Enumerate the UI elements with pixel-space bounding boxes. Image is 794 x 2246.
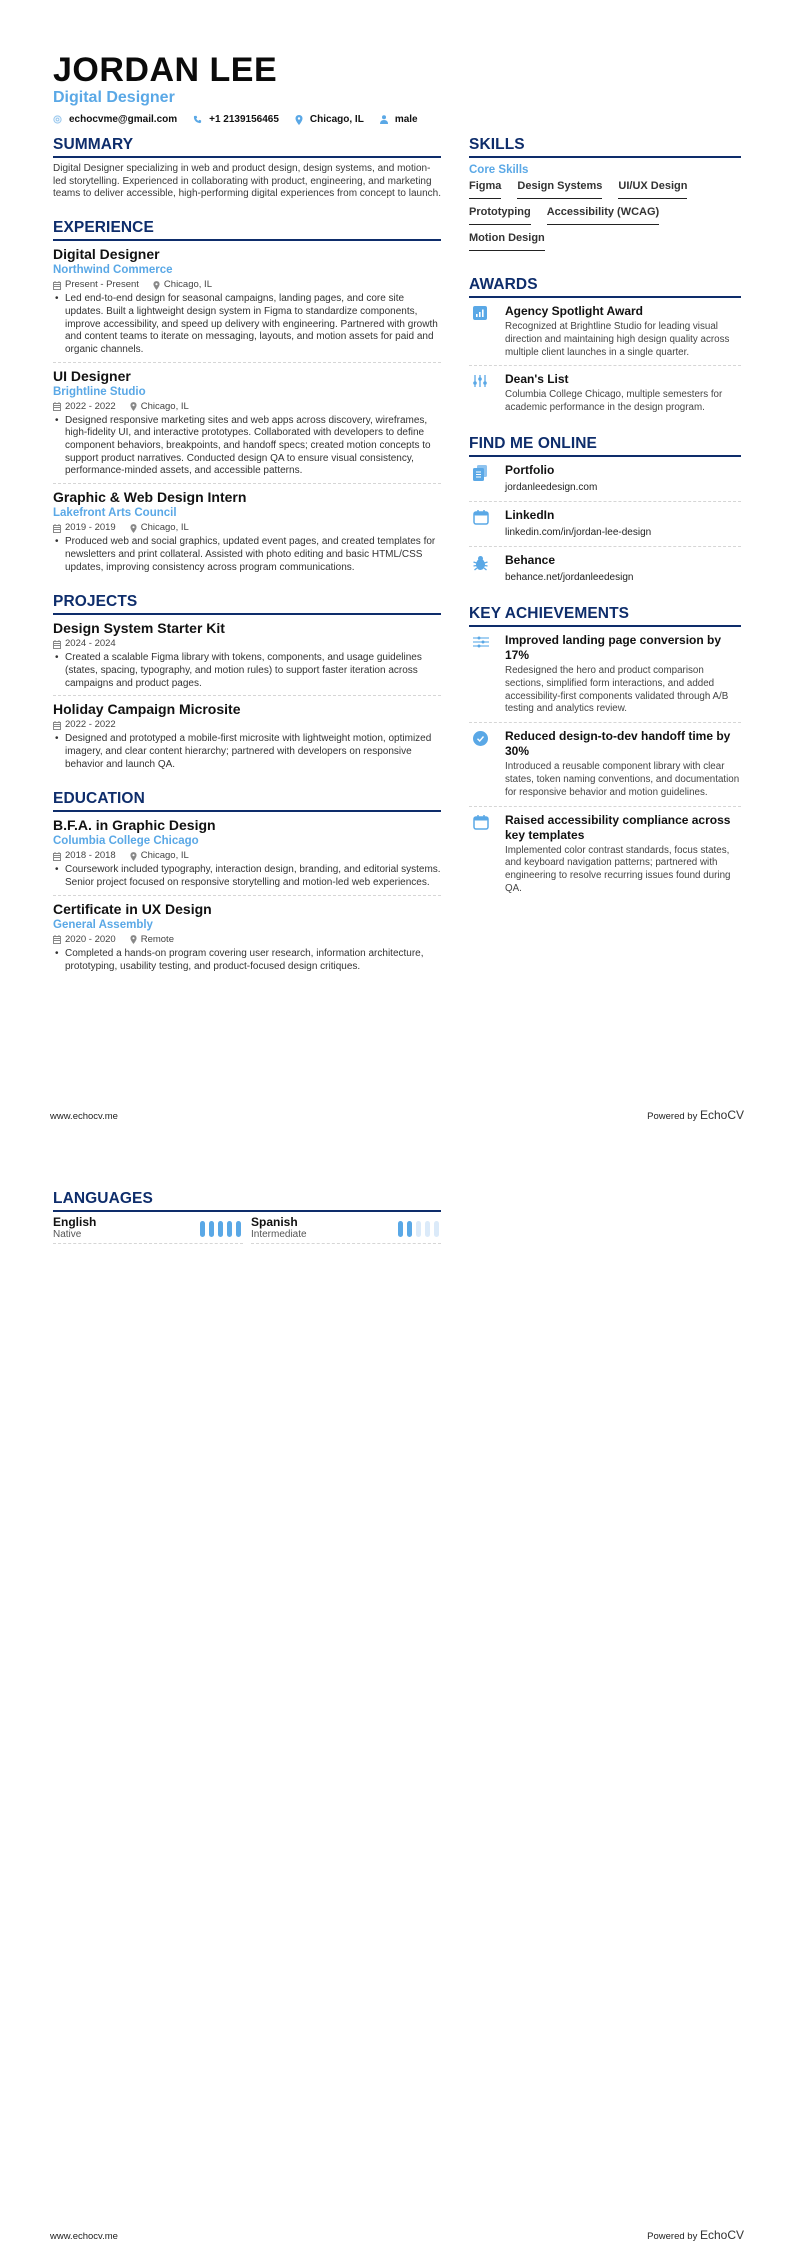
language-item [53, 1216, 243, 1244]
contact-row [53, 114, 434, 125]
location-pin-icon [153, 281, 160, 290]
entry-location: Chicago, IL [163, 279, 212, 291]
company-name: Brightline Studio [53, 385, 146, 398]
award-title: Agency Spotlight Award [505, 304, 644, 318]
company-name: Lakefront Arts Council [53, 507, 177, 520]
check-circle-icon [469, 729, 505, 799]
phone-text: +1 2139156465 [209, 114, 279, 125]
calendar-icon [53, 640, 61, 649]
awards-section [469, 276, 741, 421]
job-title: Graphic & Web Design Intern [53, 489, 247, 506]
location-pin-icon [130, 402, 137, 411]
calendar-icon [53, 935, 61, 944]
skills-heading: SKILLS [469, 136, 741, 158]
project-entry [53, 615, 441, 696]
summary-heading: SUMMARY [53, 136, 441, 158]
proficiency-bar [236, 1221, 241, 1237]
achievement-title: Raised accessibility compliance across key templates [505, 812, 731, 842]
experience-entry [53, 363, 441, 485]
achievement-title: Improved landing page conversion by 17% [505, 632, 722, 662]
candidate-title: Digital Designer [53, 89, 175, 106]
entry-location: Chicago, IL [140, 522, 189, 534]
entry-meta [53, 279, 441, 291]
behance-link[interactable]: behance.net/jordanleedesign [505, 571, 634, 583]
location-pin-icon [130, 524, 137, 533]
entry-meta [53, 401, 441, 413]
location-pin-icon [130, 852, 137, 861]
powered-by-text: Powered by [647, 2231, 700, 2242]
project-title: Holiday Campaign Microsite [53, 701, 241, 718]
entry-meta [53, 719, 441, 731]
online-title: Portfolio [505, 462, 555, 477]
experience-heading: EXPERIENCE [53, 219, 441, 241]
awards-heading: AWARDS [469, 276, 741, 298]
entry-location: Chicago, IL [140, 850, 189, 862]
linkedin-link[interactable]: linkedin.com/in/jordan-lee-design [505, 526, 652, 538]
entry-location: Chicago, IL [140, 400, 189, 412]
skill-tag: Prototyping [469, 206, 531, 225]
school-name: Columbia College Chicago [53, 835, 199, 848]
education-heading: EDUCATION [53, 790, 441, 812]
online-title: LinkedIn [505, 507, 555, 522]
portfolio-link[interactable]: jordanleedesign.com [505, 481, 598, 493]
award-desc: Recognized at Brightline Studio for leading visual direction and maintaining high design quality across multiple client launches in a single quarter. [505, 321, 730, 358]
achievement-item [469, 807, 741, 902]
award-item [469, 298, 741, 366]
entry-meta [53, 638, 441, 650]
entry-bullet: • Completed a hands-on program covering user research, information architecture, prototyping, usability testing, and product-focused design critiques. [53, 948, 441, 973]
achievements-heading: KEY ACHIEVEMENTS [469, 605, 741, 627]
online-item[interactable] [469, 502, 741, 547]
projects-heading: PROJECTS [53, 593, 441, 615]
education-entry [53, 896, 441, 978]
skill-tag: UI/UX Design [618, 180, 687, 199]
language-item [251, 1216, 441, 1244]
proficiency-bar [398, 1221, 403, 1237]
entry-dates: 2020 - 2020 [65, 933, 116, 945]
entry-meta [53, 934, 441, 946]
proficiency-bar [425, 1221, 430, 1237]
entry-dates: 2022 - 2022 [65, 719, 116, 731]
achievement-desc: Redesigned the hero and product comparison sections, simplified form interactions, and added accessibility-first components validated through A/B testing and analytics review. [505, 664, 729, 715]
achievement-item [469, 627, 741, 723]
online-item[interactable] [469, 547, 741, 591]
languages-row [53, 1216, 441, 1244]
footer-brand[interactable]: EchoCV [699, 1108, 744, 1122]
proficiency-bar [200, 1221, 205, 1237]
proficiency-bar [407, 1221, 412, 1237]
skill-tags [469, 180, 741, 258]
entry-bullet: • Coursework included typography, interaction design, branding, and editorial systems. Senior project focused on responsive storytelling and motion-led web experiences. [53, 864, 441, 889]
calendar-icon [469, 813, 505, 896]
location-pin-icon [130, 935, 137, 944]
candidate-name: JORDAN LEE [53, 51, 278, 89]
achievement-item [469, 723, 741, 806]
bug-icon [469, 553, 505, 585]
entry-bullet: • Created a scalable Figma library with tokens, components, and usage guidelines (states, spacing, typography, and motion rules) to support faster iteration across campaigns and product pages. [53, 652, 441, 690]
school-name: General Assembly [53, 918, 153, 931]
summary-section [53, 136, 441, 201]
proficiency-bar [227, 1221, 232, 1237]
documents-icon [469, 463, 505, 495]
entry-dates: 2018 - 2018 [65, 850, 116, 862]
at-icon [53, 115, 62, 124]
proficiency-bars [196, 1221, 241, 1237]
entry-location: Remote [140, 933, 174, 945]
location-text: Chicago, IL [309, 114, 364, 125]
sliders-icon [469, 372, 505, 415]
calendar-icon [53, 524, 61, 533]
email-text: echocvme@gmail.com [69, 114, 178, 125]
language-name: Spanish [251, 1215, 298, 1229]
bar-chart-icon [469, 304, 505, 359]
footer-website[interactable]: www.echocv.me [50, 2231, 118, 2242]
summary-text: Digital Designer specializing in web and product design, design systems, and motion-led storytelling. Experienced in collaborating with product, engineering, and marketing teams to deliver accessible, high-performing digital experiences from concept to launch. [53, 163, 441, 200]
projects-section [53, 593, 441, 776]
left-column [53, 136, 441, 992]
proficiency-bar [218, 1221, 223, 1237]
skill-tag: Motion Design [469, 232, 545, 251]
entry-bullet: • Designed and prototyped a mobile-first microsite with lightweight motion, optimized imagery, and clear content hierarchy; partnered with developers on responsive behavior and launch QA. [53, 733, 441, 771]
job-title: Digital Designer [53, 246, 160, 263]
award-title: Dean's List [505, 372, 569, 387]
gender-text: male [394, 114, 418, 125]
contact-phone[interactable] [193, 114, 279, 125]
page-footer [50, 1108, 744, 1122]
experience-entry [53, 484, 441, 579]
entry-dates: 2019 - 2019 [65, 522, 116, 534]
company-name: Northwind Commerce [53, 264, 173, 277]
degree-title: Certificate in UX Design [53, 900, 212, 917]
experience-entry [53, 241, 441, 363]
education-section [53, 790, 441, 978]
proficiency-bar [434, 1221, 439, 1237]
online-item[interactable] [469, 457, 741, 502]
languages-section [53, 1190, 441, 1244]
experience-section [53, 219, 441, 579]
skill-tag: Accessibility (WCAG) [547, 206, 659, 225]
sliders-horizontal-icon [469, 633, 505, 716]
entry-bullet: • Produced web and social graphics, updated event pages, and created templates for newsletters and print collateral. Assisted with photo editing and basic HTML/CSS updates, improving consistency across program communications. [53, 536, 441, 574]
award-item [469, 366, 741, 421]
skill-tag: Figma [469, 180, 501, 199]
calendar-icon [469, 508, 505, 540]
contact-location [295, 114, 364, 125]
contact-gender [380, 114, 418, 125]
project-title: Design System Starter Kit [53, 620, 225, 637]
language-name: English [53, 1215, 97, 1229]
online-section [469, 435, 741, 591]
entry-meta [53, 850, 441, 862]
phone-icon [193, 115, 202, 124]
entry-dates: 2022 - 2022 [65, 400, 116, 412]
footer-powered [647, 1108, 744, 1122]
languages-heading: LANGUAGES [53, 1190, 441, 1212]
right-column [469, 136, 741, 916]
degree-title: B.F.A. in Graphic Design [53, 817, 216, 834]
skills-subheading: Core Skills [469, 164, 529, 176]
achievement-desc: Implemented color contrast standards, focus states, and keyboard navigation patterns; partnered with engineering to resolve recurring issues found during QA. [505, 844, 731, 894]
education-entry [53, 812, 441, 895]
online-title: Behance [505, 552, 556, 567]
footer-website[interactable]: www.echocv.me [50, 1111, 118, 1122]
powered-by-text: Powered by [647, 1111, 700, 1122]
achievement-desc: Introduced a reusable component library with clear states, token naming conventions, and documentation for responsive behavior and motion guidelines. [505, 761, 740, 798]
resume-header [53, 52, 434, 125]
footer-brand[interactable]: EchoCV [699, 2228, 744, 2242]
entry-bullet: • Designed responsive marketing sites and web apps across discovery, wireframes, high-fidelity UI, and interactive prototypes. Collaborated with developers to define component behaviors, breakpoints, and handoff specs; created motion concepts to support product narratives. Conducted design QA to ensure visual consistency, performance-minded assets, and accessible patterns. [53, 415, 441, 479]
proficiency-bar [416, 1221, 421, 1237]
skill-tag: Design Systems [517, 180, 602, 199]
project-entry [53, 696, 441, 776]
proficiency-bar [209, 1221, 214, 1237]
calendar-icon [53, 852, 61, 861]
entry-dates: Present - Present [65, 279, 139, 291]
calendar-icon [53, 281, 61, 290]
page-footer [50, 2228, 744, 2242]
job-title: UI Designer [53, 367, 131, 384]
footer-powered [647, 2228, 744, 2242]
entry-bullet: • Led end-to-end design for seasonal campaigns, landing pages, and core site updates. Built a lightweight design system in Figma to standardize components, improve accessibility, and speed up delivery with engineering. Partnered with growth and content teams to iterate on messaging, layouts, and motion assets for paid and organic channels. [53, 293, 441, 357]
skills-section [469, 136, 741, 258]
person-icon [380, 115, 388, 124]
contact-email[interactable] [53, 114, 177, 125]
language-level: Intermediate [251, 1229, 307, 1240]
entry-meta [53, 522, 441, 534]
location-pin-icon [295, 115, 303, 125]
calendar-icon [53, 402, 61, 411]
achievements-section [469, 605, 741, 902]
proficiency-bars [394, 1221, 439, 1237]
language-level: Native [53, 1229, 82, 1240]
achievement-title: Reduced design-to-dev handoff time by 30% [505, 729, 731, 759]
calendar-icon [53, 721, 61, 730]
award-desc: Columbia College Chicago, multiple semesters for academic performance in the design program. [505, 389, 723, 414]
online-heading: FIND ME ONLINE [469, 435, 741, 457]
entry-dates: 2024 - 2024 [65, 638, 116, 650]
